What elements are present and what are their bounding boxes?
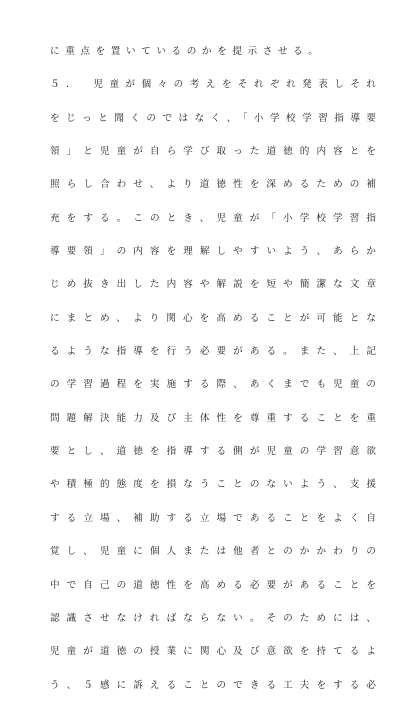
text-line: する立場、補助する立場であることをよく自: [50, 512, 376, 524]
text-line: 児童が道徳の授業に関心及び意欲を持てるよ: [50, 646, 376, 658]
text-line: の学習過程を実施する際、あくまでも児童の: [50, 379, 376, 391]
text-line: をじっと聞くのではなく、「小学校学習指導要: [50, 112, 376, 124]
text-line: や積極的態度を損なうことのないよう、支援: [50, 479, 376, 491]
text-line: ５． 児童が個々の考えをそれぞれ発表しそれ: [50, 79, 376, 91]
text-line: う、５感に訴えることのできる工夫をする必: [50, 679, 376, 691]
text-line: 要とし、道徳を指導する側が児童の学習意欲: [50, 446, 376, 458]
body-text: [50, 42, 376, 709]
text-line: に重点を置いているのかを提示させる。: [50, 46, 324, 57]
text-line: 導要領」の内容を理解しやすいよう、あらか: [50, 246, 376, 258]
text-line: 問題解決能力及び主体性を尊重することを重: [50, 412, 376, 424]
text-line: 認識させなければならない。そのためには、: [50, 612, 376, 624]
text-line: 充をする。このとき、児童が「小学校学習指: [50, 212, 376, 224]
text-line: 照らし合わせ、より道徳性を深めるための補: [50, 179, 376, 191]
text-line: 領」と児童が自ら学び取った道徳的内容とを: [50, 146, 376, 158]
text-line: じめ抜き出した内容や解説を短や簡潔な文章: [50, 279, 376, 291]
text-line: 覚し、児童に個人または他者とのかかわりの: [50, 546, 376, 558]
text-line: にまとめ、より関心を高めることが可能とな: [50, 312, 376, 324]
text-line: 中で自己の道徳性を高める必要があることを: [50, 579, 376, 591]
text-line: るような指導を行う必要がある。また、上記: [50, 346, 376, 358]
